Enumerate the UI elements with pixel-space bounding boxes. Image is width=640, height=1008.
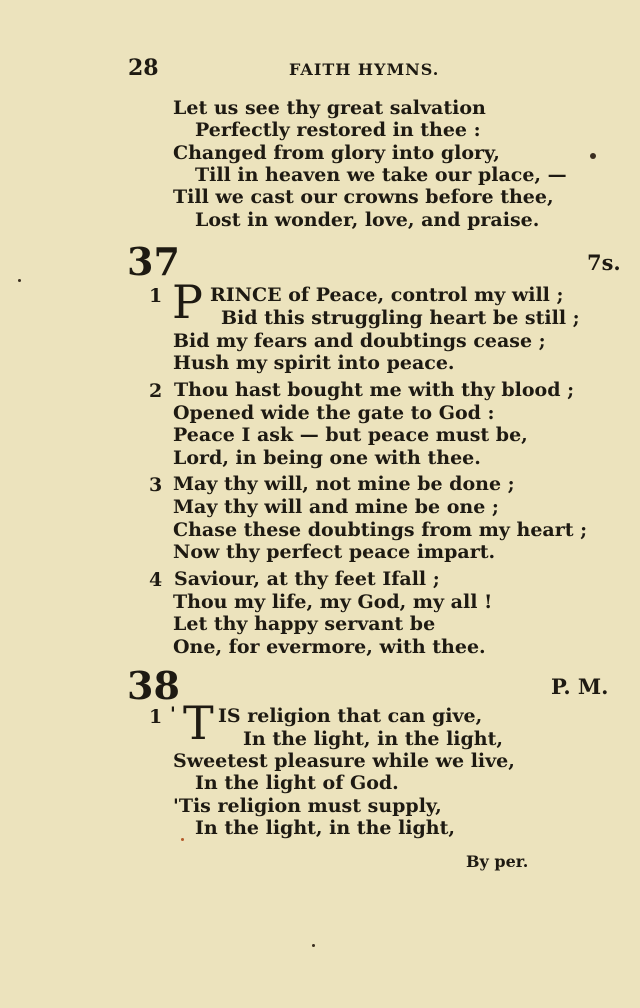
- continuation-line: Lost in wonder, love, and praise.: [195, 209, 540, 231]
- verse-line: Bid this struggling heart be still ;: [221, 307, 580, 329]
- verse-line: Hush my spirit into peace.: [173, 352, 455, 374]
- verse-number: 1: [149, 706, 163, 728]
- verse-line: Saviour, at thy feet Ifall ;: [174, 568, 440, 590]
- drop-cap-apostrophe: ': [170, 703, 176, 725]
- ink-speck: [18, 279, 21, 282]
- verse-line: Sweetest pleasure while we live,: [173, 750, 515, 772]
- continuation-line: Changed from glory into glory,: [173, 142, 500, 164]
- permission-credit: By per.: [466, 852, 529, 871]
- verse-line: Opened wide the gate to God :: [173, 402, 495, 424]
- ink-speck: [181, 838, 184, 841]
- verse-number: 3: [149, 474, 163, 496]
- verse-line: IS religion that can give,: [218, 705, 483, 727]
- hymn-number: 37: [127, 239, 180, 284]
- verse-line: May thy will and mine be one ;: [173, 496, 499, 518]
- verse-line: In the light, in the light,: [195, 817, 456, 839]
- verse-line: In the light, in the light,: [243, 728, 504, 750]
- verse-line: 'Tis religion must supply,: [173, 795, 442, 817]
- verse-line: Now thy perfect peace impart.: [173, 541, 496, 563]
- verse-line: Bid my fears and doubtings cease ;: [173, 330, 546, 352]
- ink-speck: [590, 153, 596, 159]
- hymn-meter: P. M.: [551, 674, 609, 699]
- verse-line: RINCE of Peace, control my will ;: [210, 284, 564, 306]
- verse-line: Chase these doubtings from my heart ;: [173, 519, 588, 541]
- hymn-number: 38: [127, 663, 180, 708]
- page-number: 28: [128, 55, 159, 81]
- verse-line: Let thy happy servant be: [173, 613, 436, 635]
- running-head: FAITH HYMNS.: [289, 60, 440, 79]
- verse-line: Lord, in being one with thee.: [173, 447, 481, 469]
- drop-cap: T: [183, 696, 214, 750]
- continuation-line: Let us see thy great salvation: [173, 97, 486, 119]
- verse-line: One, for evermore, with thee.: [173, 636, 486, 658]
- continuation-line: Till we cast our crowns before thee,: [173, 186, 554, 208]
- drop-cap: P: [172, 275, 203, 329]
- verse-number: 4: [149, 569, 163, 591]
- verse-number: 2: [149, 380, 163, 402]
- hymn-meter: 7s.: [587, 250, 621, 275]
- continuation-line: Till in heaven we take our place, —: [195, 164, 567, 186]
- verse-line: Thou my life, my God, my all !: [173, 591, 493, 613]
- ink-speck: [312, 944, 315, 947]
- verse-line: May thy will, not mine be done ;: [173, 473, 515, 495]
- verse-line: In the light of God.: [195, 772, 399, 794]
- verse-line: Thou hast bought me with thy blood ;: [174, 379, 575, 401]
- verse-line: Peace I ask — but peace must be,: [173, 424, 528, 446]
- verse-number: 1: [149, 285, 163, 307]
- continuation-line: Perfectly restored in thee :: [195, 119, 481, 141]
